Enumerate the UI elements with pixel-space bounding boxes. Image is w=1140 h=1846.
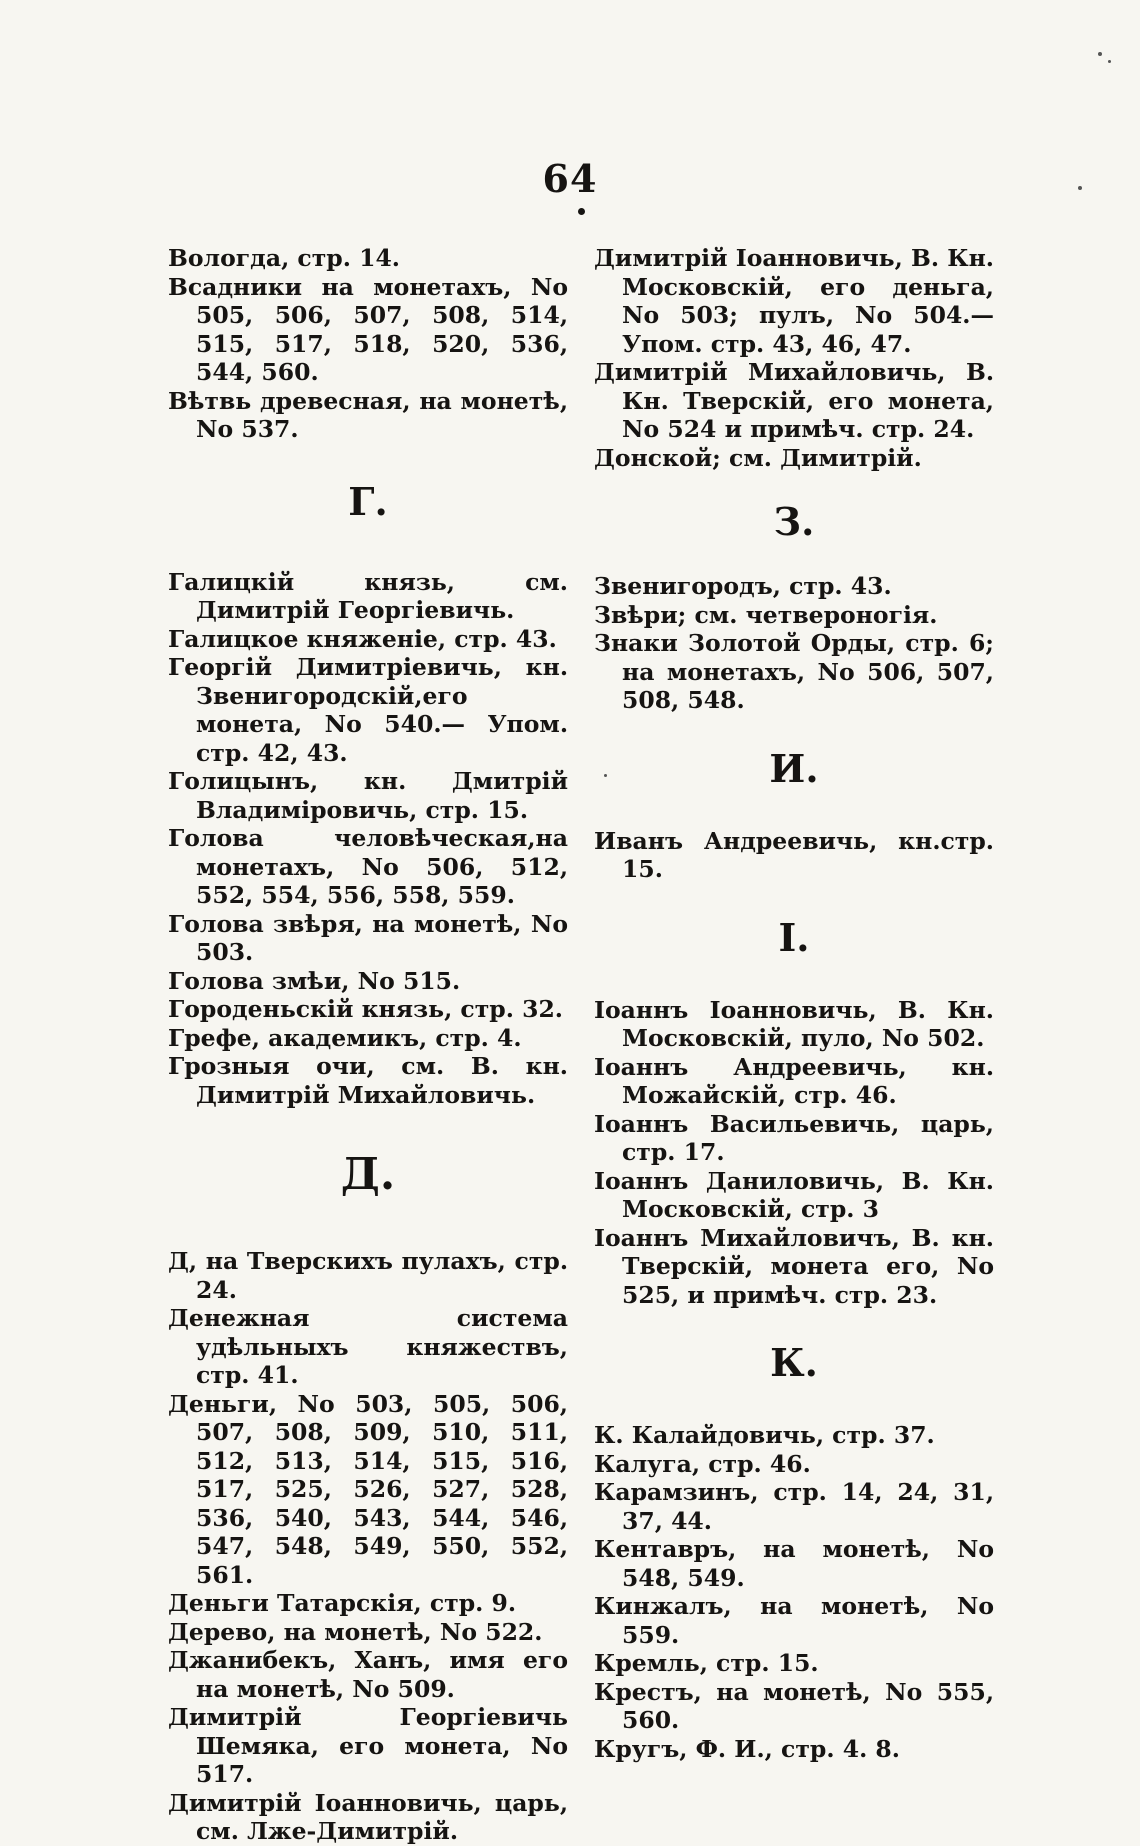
index-entry: Галицкое княженіе, стр. 43.: [168, 624, 557, 653]
index-entry: Карамзинъ, стр. 14, 24, 31, 37, 44.: [594, 1478, 994, 1535]
index-entry: Димитрій Георгіевичь Шемяка, его монета, No 517.: [168, 1703, 568, 1788]
index-entry: Грефе, академикъ, стр. 4.: [168, 1023, 522, 1052]
index-entry: Кентавръ, на монетѣ, No 548, 549.: [594, 1535, 994, 1592]
index-entry: Грозныя очи, см. В. кн. Димитрій Михайловичь.: [168, 1052, 568, 1109]
index-entry: Кинжалъ, на монетѣ, No 559.: [594, 1592, 994, 1649]
index-entry: Иванъ Андреевичь, кн.стр. 15.: [594, 826, 994, 883]
page-number: 64: [542, 156, 598, 201]
index-entry: Донской; см. Димитрій.: [594, 443, 922, 472]
index-entry: Димитрій Іоанновичь, царь, см. Лже-Димитрій.: [168, 1788, 568, 1845]
paper-speck: [1098, 52, 1102, 56]
index-entry: Голова змѣи, No 515.: [168, 966, 461, 995]
index-entry: Голова звѣря, на монетѣ, No 503.: [168, 909, 568, 966]
index-entry: К. Калайдовичь, стр. 37.: [594, 1421, 935, 1449]
left-index-column: [168, 244, 568, 1846]
section-heading-i: И.: [769, 745, 819, 791]
section-heading-g: Г.: [348, 478, 388, 524]
index-entry: Іоаннъ Андреевичь, кн. Можайскій, стр. 46.: [594, 1052, 994, 1109]
index-entry: Димитрій Іоанновичь, В. Кн. Московскій, его деньга, No 503; пулъ, No 504.— Упом. стр. 43, 46, 47.: [594, 244, 994, 358]
index-entry: Іоаннъ Іоанновичь, В. Кн. Московскій, пуло, No 502.: [594, 995, 994, 1052]
index-entry: Калуга, стр. 46.: [594, 1449, 811, 1478]
section-heading-z: З.: [773, 499, 815, 544]
index-entry: Деньги Татарскія, стр. 9.: [168, 1589, 517, 1617]
index-entry: Вѣтвь древесная, на монетѣ, No 537.: [168, 386, 568, 443]
index-entry: Крестъ, на монетѣ, No 555, 560.: [594, 1677, 994, 1734]
index-entry: Іоаннъ Даниловичь, В. Кн. Московскій, стр. 3: [594, 1166, 994, 1223]
right-index-column: [594, 244, 994, 1763]
index-entry: Іоаннъ Михайловичъ, В. кн. Тверскій, монета его, No 525, и примѣч. стр. 23.: [594, 1223, 994, 1309]
index-entry: Д, на Тверскихъ пулахъ, стр. 24.: [168, 1247, 568, 1304]
index-entry: Всадники на монетахъ, No 505, 506, 507, 508, 514, 515, 517, 518, 520, 536, 544, 560.: [168, 272, 568, 386]
index-entry: Денежная система удѣльныхъ княжествъ, стр. 41.: [168, 1304, 568, 1389]
section-heading-d: Д.: [340, 1149, 396, 1200]
index-entry: Деньги, No 503, 505, 506, 507, 508, 509, 510, 511, 512, 513, 514, 515, 516, 517, 525, 526, 527, 528, 536, 540, 543, 544, 546, 547, 548, 549, 550, 552, 561.: [168, 1389, 568, 1589]
index-entry: Галицкій князь, см. Димитрій Георгіевичь.: [168, 567, 568, 624]
index-entry: Вологда, стр. 14.: [168, 244, 400, 272]
paper-speck: [1108, 60, 1111, 63]
index-entry: Звенигородъ, стр. 43.: [594, 572, 892, 600]
index-entry: Городеньскій князь, стр. 32.: [168, 995, 563, 1023]
index-entry: Кругъ, Ф. И., стр. 4. 8.: [594, 1734, 900, 1763]
index-entry: Голицынъ, кн. Дмитрій Владиміровичь, стр. 15.: [168, 767, 568, 824]
index-entry: Знаки Золотой Орды, стр. 6; на монетахъ, No 506, 507, 508, 548.: [594, 629, 994, 714]
paper-speck: [1078, 186, 1082, 190]
index-entry: Голова человѣческая,на монетахъ, No 506, 512, 552, 554, 556, 558, 559.: [168, 824, 568, 909]
index-entry: Джанибекъ, Ханъ, имя его на монетѣ, No 509.: [168, 1646, 568, 1703]
section-heading-i-decimal: І.: [778, 914, 810, 960]
paper-speck: [604, 774, 607, 777]
ornament-dot: [578, 208, 585, 215]
index-entry: Димитрій Михайловичь, В. Кн. Тверскій, его монета, No 524 и примѣч. стр. 24.: [594, 358, 994, 443]
index-entry: Звѣри; см. четвероногія.: [594, 600, 938, 629]
section-heading-k: К.: [770, 1340, 818, 1385]
index-entry: Іоаннъ Васильевичь, царь, стр. 17.: [594, 1109, 994, 1166]
index-entry: Георгій Димитріевичь, кн. Звенигородскій,его монета, No 540.— Упом. стр. 42, 43.: [168, 653, 568, 767]
index-entry: Дерево, на монетѣ, No 522.: [168, 1617, 543, 1646]
index-entry: Кремль, стр. 15.: [594, 1649, 819, 1677]
